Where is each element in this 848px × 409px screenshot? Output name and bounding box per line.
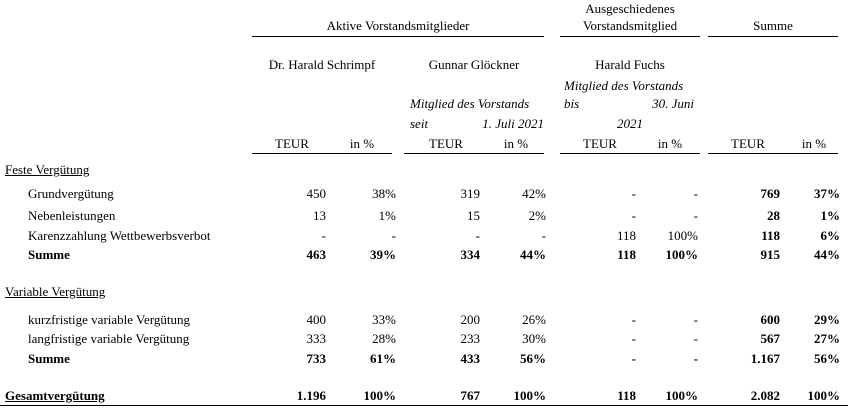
row-value-col8: 27%: [814, 331, 840, 346]
row-value-col3: 334: [460, 247, 480, 262]
row-value-col7: 600: [760, 312, 780, 327]
row-value-col1: -: [321, 228, 326, 243]
row-value-col4: 30%: [522, 331, 546, 346]
row-value-col5: 118: [616, 228, 636, 243]
grand-total-rule: [0, 405, 848, 406]
row-value-col1: 733: [306, 351, 326, 366]
row-value-col1: 400: [306, 312, 326, 327]
unit-pct-1: in %: [349, 136, 375, 151]
row-value-col1: 463: [306, 247, 326, 262]
grand-total-col1: 1.196: [296, 388, 326, 403]
unit-rule-4: [708, 153, 838, 154]
group-header-active: Aktive Vorstandsmitglieder: [326, 18, 470, 33]
row-value-col4: 44%: [520, 247, 546, 262]
row-value-col7: 769: [760, 186, 780, 201]
row-value-col2: 33%: [372, 312, 396, 327]
row-value-col5: -: [631, 208, 636, 223]
note-gloeckner-line1: Mitglied des Vorstands: [410, 96, 530, 111]
row-value-col5: -: [631, 312, 636, 327]
row-value-col7: 915: [760, 247, 780, 262]
note-fuchs-until: bis: [564, 96, 580, 111]
row-value-col2: -: [391, 228, 396, 243]
row-value-col6: 100%: [665, 247, 698, 262]
row-label: langfristige variable Vergütung: [28, 331, 190, 346]
row-value-col4: 2%: [528, 208, 546, 223]
unit-teur-2: TEUR: [429, 136, 463, 151]
group-rule-total: [708, 36, 838, 37]
person-gloeckner: Gunnar Glöckner: [428, 57, 520, 72]
row-value-col7: 567: [760, 331, 780, 346]
group-header-former-line1: Ausgeschiedenes: [585, 1, 675, 16]
row-value-col2: 38%: [372, 186, 396, 201]
grand-total-col4: 100%: [513, 388, 546, 403]
row-value-col3: 15: [467, 208, 480, 223]
grand-total-col5: 118: [617, 388, 636, 403]
unit-rule-1: [252, 153, 392, 154]
unit-teur-1: TEUR: [275, 136, 309, 151]
row-value-col5: 118: [617, 247, 636, 262]
row-value-col2: 39%: [370, 247, 396, 262]
row-label: Nebenleistungen: [28, 208, 116, 223]
section-title-fixed: Feste Vergütung: [5, 162, 90, 177]
row-value-col1: 333: [306, 331, 326, 346]
grand-total-col8: 100%: [807, 388, 840, 403]
row-value-col3: 319: [460, 186, 480, 201]
group-rule-former: [560, 36, 700, 37]
section-title-variable: Variable Vergütung: [5, 284, 106, 299]
row-value-col6: -: [693, 312, 698, 327]
row-value-col1: 450: [306, 186, 326, 201]
row-value-col8: 6%: [820, 228, 840, 243]
group-header-total: Summe: [753, 18, 793, 33]
row-value-col6: -: [693, 331, 698, 346]
row-value-col7: 28: [767, 208, 780, 223]
row-value-col7: 118: [761, 228, 780, 243]
group-header-former-line2: Vorstandsmitglied: [582, 18, 678, 33]
row-label: Karenzzahlung Wettbewerbsverbot: [28, 228, 211, 243]
row-value-col8: 1%: [820, 208, 840, 223]
row-value-col3: 233: [460, 331, 480, 346]
row-value-col5: -: [631, 351, 636, 366]
grand-total-col7: 2.082: [750, 388, 780, 403]
row-value-col2: 28%: [372, 331, 396, 346]
row-value-col2: 1%: [378, 208, 396, 223]
row-value-col4: 26%: [522, 312, 546, 327]
row-value-col4: 56%: [520, 351, 546, 366]
row-value-col5: -: [631, 186, 636, 201]
row-value-col4: 42%: [522, 186, 546, 201]
row-label: Summe: [28, 247, 70, 262]
row-value-col4: -: [541, 228, 546, 243]
note-fuchs-year: 2021: [617, 116, 643, 131]
row-label: Grundvergütung: [28, 186, 114, 201]
unit-pct-3: in %: [657, 136, 683, 151]
unit-teur-4: TEUR: [731, 136, 765, 151]
note-fuchs-date: 30. Juni: [652, 96, 694, 111]
person-schrimpf: Dr. Harald Schrimpf: [268, 57, 376, 72]
row-value-col8: 37%: [814, 186, 840, 201]
grand-total-col2: 100%: [363, 388, 396, 403]
person-fuchs: Harald Fuchs: [595, 57, 665, 72]
unit-pct-2: in %: [503, 136, 529, 151]
row-value-col6: -: [693, 186, 698, 201]
unit-pct-4: in %: [801, 136, 827, 151]
row-value-col3: 433: [460, 351, 480, 366]
row-value-col2: 61%: [370, 351, 396, 366]
unit-rule-2: [404, 153, 544, 154]
row-value-col6: -: [693, 208, 698, 223]
grand-total-col6: 100%: [665, 388, 698, 403]
note-gloeckner-since: seit: [410, 116, 429, 131]
row-label: kurzfristige variable Vergütung: [28, 312, 190, 327]
group-rule-active: [252, 36, 544, 37]
unit-teur-3: TEUR: [583, 136, 617, 151]
row-value-col7: 1.167: [750, 351, 780, 366]
row-value-col8: 29%: [814, 312, 840, 327]
grand-total-label: Gesamtvergütung: [5, 388, 105, 403]
grand-total-col3: 767: [460, 388, 480, 403]
row-value-col8: 56%: [814, 351, 840, 366]
row-value-col5: -: [631, 331, 636, 346]
row-value-col6: -: [693, 351, 698, 366]
unit-rule-3: [560, 153, 700, 154]
note-gloeckner-date: 1. Juli 2021: [482, 116, 544, 131]
row-label: Summe: [28, 351, 70, 366]
note-fuchs-line1: Mitglied des Vorstands: [564, 78, 684, 93]
row-value-col6: 100%: [667, 228, 698, 243]
row-value-col3: 200: [460, 312, 480, 327]
row-value-col8: 44%: [814, 247, 840, 262]
row-value-col3: -: [475, 228, 480, 243]
row-value-col1: 13: [313, 208, 326, 223]
